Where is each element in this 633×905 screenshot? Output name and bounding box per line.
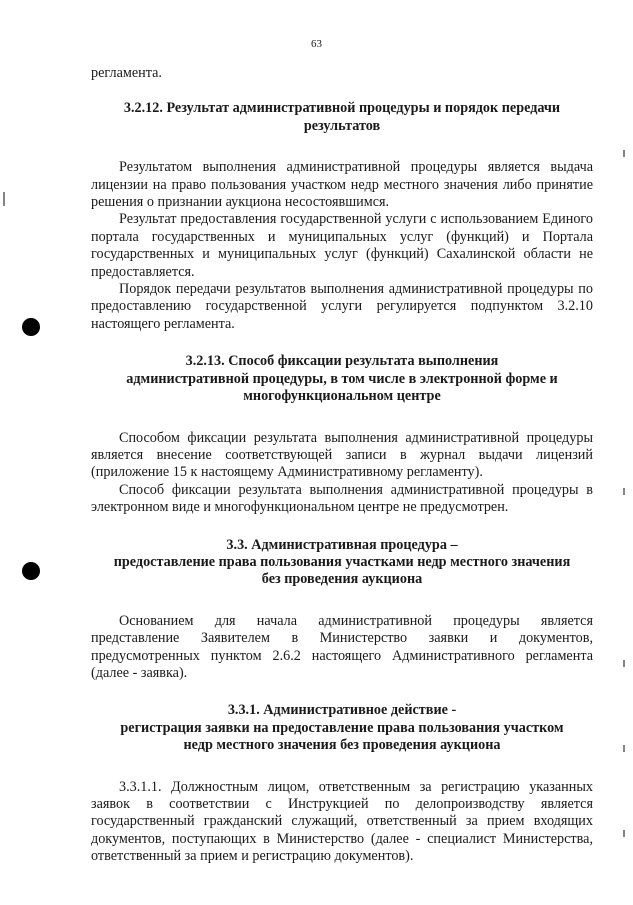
- section-heading-3-3-1: 3.3.1. Административное действие - регистрация заявки на предоставление права пользования участком недр местного значения без проведения аукциона: [120, 702, 564, 754]
- section-heading-3-2-13: 3.2.13. Способ фиксации результата выполнения административной процедуры, в том числе в электронной форме и многофункциональном центре: [126, 353, 558, 405]
- scan-mark: [623, 150, 625, 157]
- scan-mark: [623, 830, 625, 837]
- document-body: [91, 65, 593, 866]
- scan-mark: [3, 192, 5, 206]
- paragraph: Порядок передачи результатов выполнения административной процедуры по предоставлению государственной услуги регулируется подпунктом 3.2.10 настоящего регламента.: [91, 281, 593, 332]
- punch-hole: [22, 318, 40, 336]
- paragraph: Способ фиксации результата выполнения административной процедуры в электронном виде и многофункциональном центре не предусмотрен.: [91, 481, 593, 516]
- continuation-text: регламента.: [91, 65, 162, 81]
- punch-hole: [22, 562, 40, 580]
- scan-mark: [623, 745, 625, 752]
- paragraph: Способом фиксации результата выполнения административной процедуры является внесение соответствующей записи в журнал выдачи лицензий (приложение 15 к настоящему Административному регламенту).: [91, 429, 593, 481]
- section-heading-3-3: 3.3. Административная процедура – предоставление права пользования участками недр местного значения без проведения аукциона: [113, 536, 571, 588]
- scan-mark: [623, 660, 625, 667]
- paragraph: 3.3.1.1. Должностным лицом, ответственным за регистрацию указанных заявок в соответствии с Инструкцией по делопроизводству является государственный гражданский служащий, ответственный за прием входящих документов, поступающих в Министерство (далее - специалист Министерства, ответственный за прием и регистрацию документов).: [91, 778, 593, 865]
- paragraph: Результат предоставления государственной услуги с использованием Единого портала государственных и муниципальных услуг (функций) и Портала государственных и муниципальных услуг (функций) Сахалинской области не предоставляется.: [91, 211, 593, 280]
- page-number: 63: [311, 38, 322, 50]
- scan-mark: [623, 488, 625, 495]
- paragraph: Основанием для начала административной процедуры является представление Заявителем в Министерство заявки и документов, предусмотренных пунктом 2.6.2 настоящего Административного регламента (далее - заявка).: [91, 612, 593, 681]
- paragraph: Результатом выполнения административной процедуры является выдача лицензии на право пользования участком недр местного значения либо принятие решения о признании аукциона несостоявшимся.: [91, 159, 593, 211]
- section-heading-3-2-12: 3.2.12. Результат административной процедуры и порядок передачи результатов: [123, 100, 561, 134]
